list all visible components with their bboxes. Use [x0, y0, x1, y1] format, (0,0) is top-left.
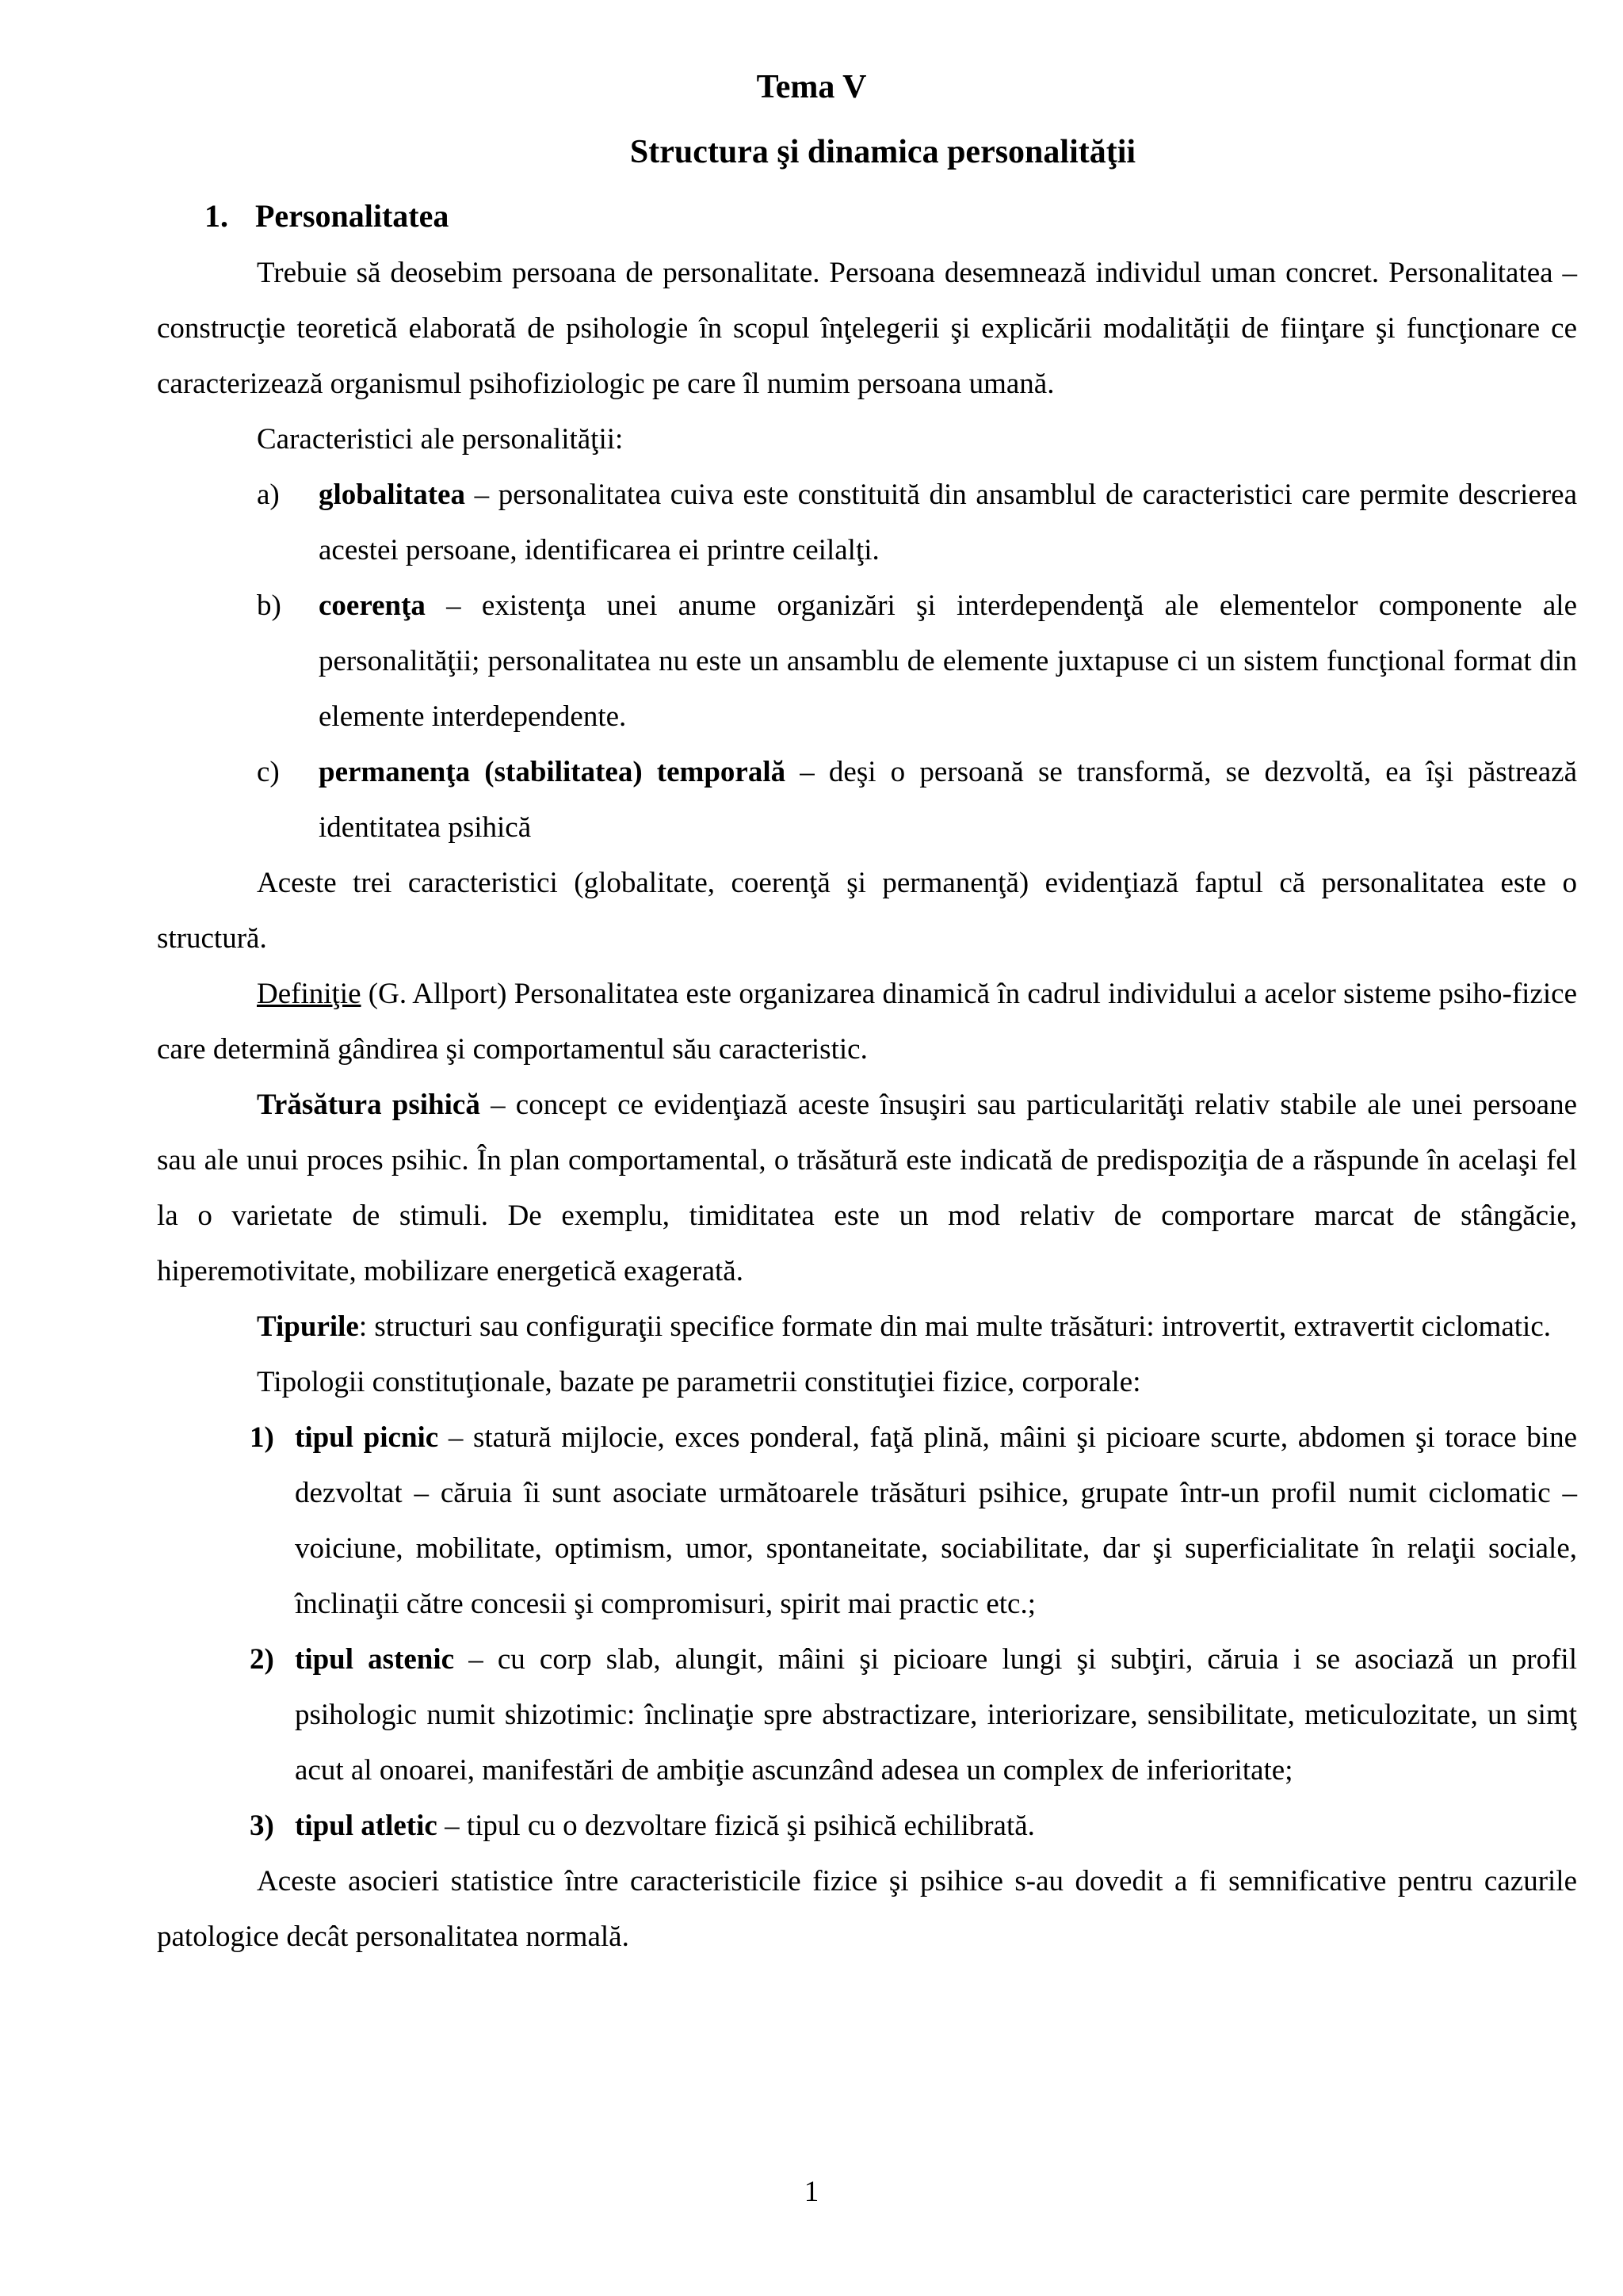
list-marker: c)	[257, 756, 280, 788]
section-heading	[204, 193, 449, 240]
paragraph-characteristics-intro: Caracteristici ale personalităţii:	[257, 423, 624, 456]
list-term: tipul picnic	[295, 1421, 439, 1454]
document-subtitle: Structura şi dinamica personalităţii	[629, 134, 1136, 170]
list-text: – personalitatea cuiva este constituită din ansamblul de caracteristici care permite descrierea acestei persoane, identificarea ei printre ceilalţi.	[319, 479, 1577, 566]
types-term: Tipurile	[257, 1310, 359, 1343]
list-text: – cu corp slab, alungit, mâini şi picioare lungi şi subţiri, căruia i se asociază un profil psihologic numit shizotimic: înclinaţie spre abstractizare, interiorizare, sensibilitate, meticulozitate, un simţ acut al onoarei, manifestări de ambiţie ascunzând adesea un complex de inferioritate;	[295, 1643, 1577, 1787]
list-text: – statură mijlocie, exces ponderal, faţă plină, mâini şi picioare scurte, abdomen şi torace bine dezvoltat – căruia îi sunt asociate următoarele trăsături psihice, grupate într-un profil numit ciclomatic – voiciune, mobilitate, optimism, umor, spontaneitate, sociabilitate, dar şi superficialitate în relaţii sociale, înclinaţii către concesii şi compromisuri, spirit mai practic etc.;	[295, 1421, 1577, 1620]
list-item-characteristic	[157, 578, 1577, 745]
list-marker: 2)	[250, 1643, 274, 1676]
trait-text: – concept ce evidenţiază aceste însuşiri sau particularităţi relativ stabile ale unei persoane sau ale unui proces psihic. În plan comportamental, o trăsătură este indicată de predispoziţia de a răspunde în acelaşi fel la o varietate de stimuli. De exemplu, timiditatea este un mod relativ de comportare marcat de stângăcie, hiperemotivitate, mobilizare energetică exagerată.	[157, 1089, 1577, 1287]
list-term: permanenţa (stabilitatea) temporală	[319, 756, 786, 788]
section-label: Personalitatea	[255, 198, 449, 234]
list-item-characteristic	[157, 467, 1577, 578]
list-item-typology	[157, 1410, 1577, 1632]
list-item-typology	[157, 1632, 1577, 1798]
list-term: tipul atletic	[295, 1810, 437, 1842]
paragraph-typologies-intro: Tipologii constituţionale, bazate pe parametrii constituţiei fizice, corporale:	[257, 1366, 1141, 1398]
document-title: Tema V	[756, 69, 867, 105]
list-text: – deşi o persoană se transformă, se dezvoltă, ea îşi păstrează identitatea psihică	[319, 756, 1577, 844]
list-marker: b)	[257, 589, 281, 622]
paragraph-types	[157, 1299, 1577, 1355]
list-item-typology	[157, 1798, 1577, 1854]
list-text: – tipul cu o dezvoltare fizică şi psihică echilibrată.	[437, 1810, 1035, 1842]
list-term: tipul astenic	[295, 1643, 455, 1676]
paragraph-conclusion: Aceste asocieri statistice între caracteristicile fizice şi psihice s-au dovedit a fi semnificative pentru cazurile patologice decât personalitatea normală.	[157, 1865, 1577, 1953]
list-marker: 3)	[250, 1810, 274, 1842]
paragraph-intro: Trebuie să deosebim persoana de personalitate. Persoana desemnează individul uman concret. Personalitatea – construcţie teoretică elaborată de psihologie în scopul înţelegerii şi explicării modalităţii de fiinţare şi funcţionare ce caracterizează organismul psihofiziologic pe care îl numim persoana umană.	[157, 257, 1577, 400]
list-term: globalitatea	[319, 479, 465, 511]
document-body	[157, 246, 1577, 1965]
paragraph-definition	[157, 967, 1577, 1077]
definition-text: (G. Allport) Personalitatea este organizarea dinamică în cadrul individului a acelor sisteme psiho-fizice care determină gândirea şi comportamentul său caracteristic.	[157, 978, 1577, 1066]
list-item-characteristic	[157, 745, 1577, 856]
paragraph-structure: Aceste trei caracteristici (globalitate, coerenţă şi permanenţă) evidenţiază faptul că personalitatea este o structură.	[157, 867, 1577, 955]
page-number: 1	[804, 2176, 819, 2208]
list-text: – existenţa unei anume organizări şi interdependenţă ale elementelor componente ale personalităţii; personalitatea nu este un ansamblu de elemente juxtapuse ci un sistem funcţional format din elemente interdependente.	[319, 589, 1577, 733]
types-text: : structuri sau configuraţii specifice formate din mai multe trăsături: introvertit, extravertit ciclomatic.	[358, 1310, 1551, 1343]
list-term: coerenţa	[319, 589, 426, 622]
section-number: 1.	[204, 198, 228, 234]
definition-label: Definiţie	[257, 978, 361, 1010]
list-marker: a)	[257, 479, 280, 511]
paragraph-trait	[157, 1077, 1577, 1299]
list-marker: 1)	[250, 1421, 274, 1454]
trait-term: Trăsătura psihică	[257, 1089, 480, 1121]
